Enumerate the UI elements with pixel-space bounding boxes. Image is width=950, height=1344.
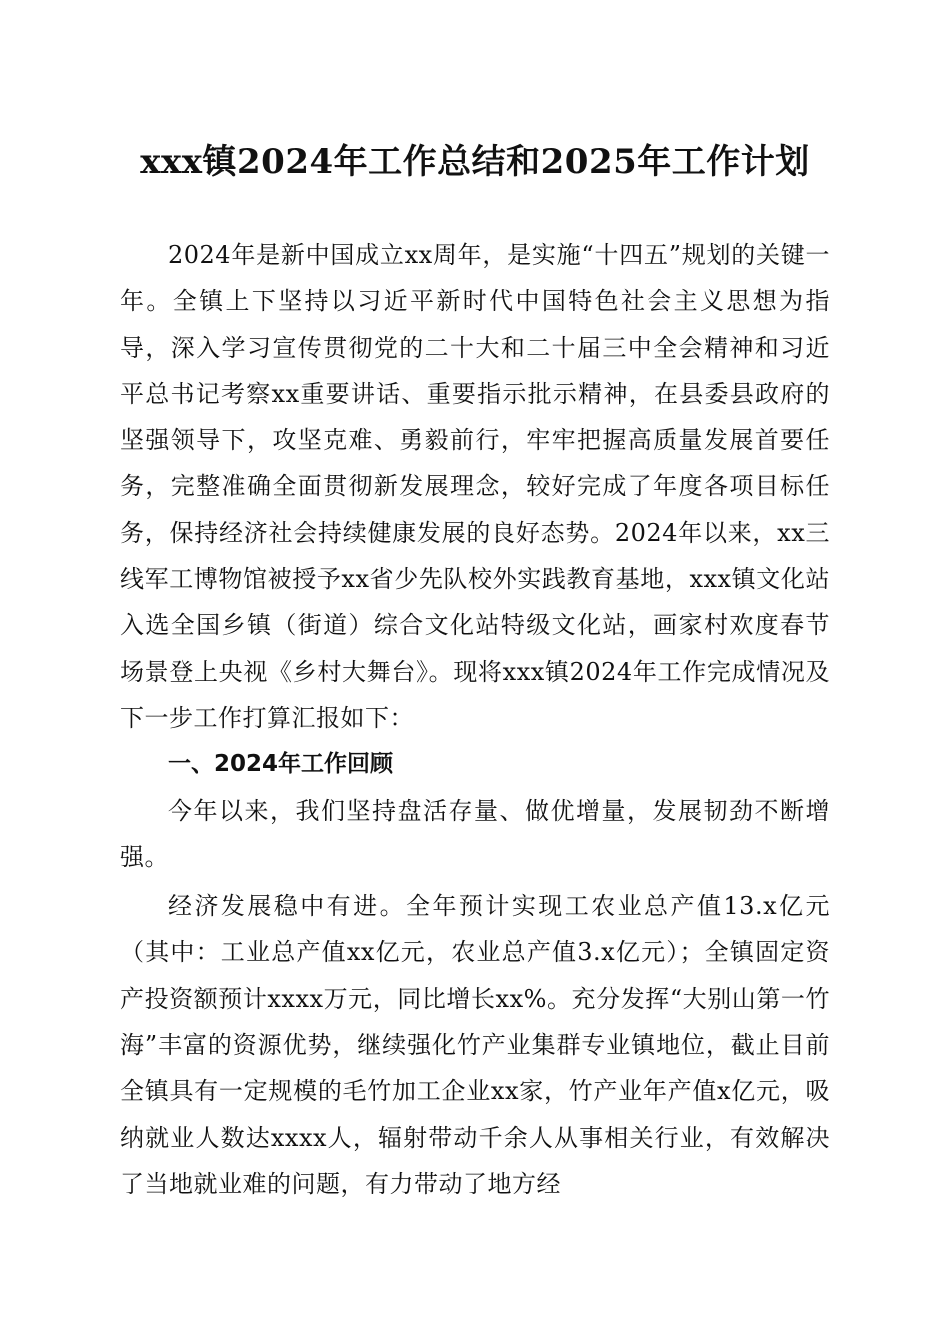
section-heading-work-review: 一、2024年工作回顾 bbox=[168, 751, 394, 778]
intro-paragraph: 2024年是新中国成立xx周年，是实施“十四五”规划的关键一年。全镇上下坚持以习近平新时代中国特色社会主义思想为指导，深入学习宣传贯彻党的二十大和二十届三中全会精神和习近平总书记考察xx重要讲话、重要指示批示精神，在县委县政府的坚强领导下，攻坚克难、勇毅前行，牢牢把握高质量发展首要任务，完整准确全面贯彻新发展理念，较好完成了年度各项目标任务，保持经济社会持续健康发展的良好态势。2024年以来，xx三线军工博物馆被授予xx省少先队校外实践教育基地，xxx镇文化站入选全国乡镇（街道）综合文化站特级文化站，画家村欢度春节场景登上央视《乡村大舞台》。现将xxx镇2024年工作完成情况及下一步工作打算汇报如下： bbox=[120, 241, 830, 732]
economy-paragraph: 经济发展稳中有进。全年预计实现工农业总产值13.x亿元（其中：工业总产值xx亿元，农业总产值3.x亿元）；全镇固定资产投资额预计xxxx万元，同比增长xx%。充分发挥“大别山第一竹海”丰富的资源优势，继续强化竹产业集群专业镇地位，截止目前全镇具有一定规模的毛竹加工企业xx家，竹产业年产值x亿元，吸纳就业人数达xxxx人，辐射带动千余人从事相关行业，有效解决了当地就业难的问题，有力带动了地方经 bbox=[120, 892, 830, 1198]
document-body bbox=[120, 232, 830, 1207]
section-lead-paragraph: 今年以来，我们坚持盘活存量、做优增量，发展韧劲不断增强。 bbox=[120, 796, 830, 871]
document-title: xxx镇2024年工作总结和2025年工作计划 bbox=[140, 142, 810, 182]
